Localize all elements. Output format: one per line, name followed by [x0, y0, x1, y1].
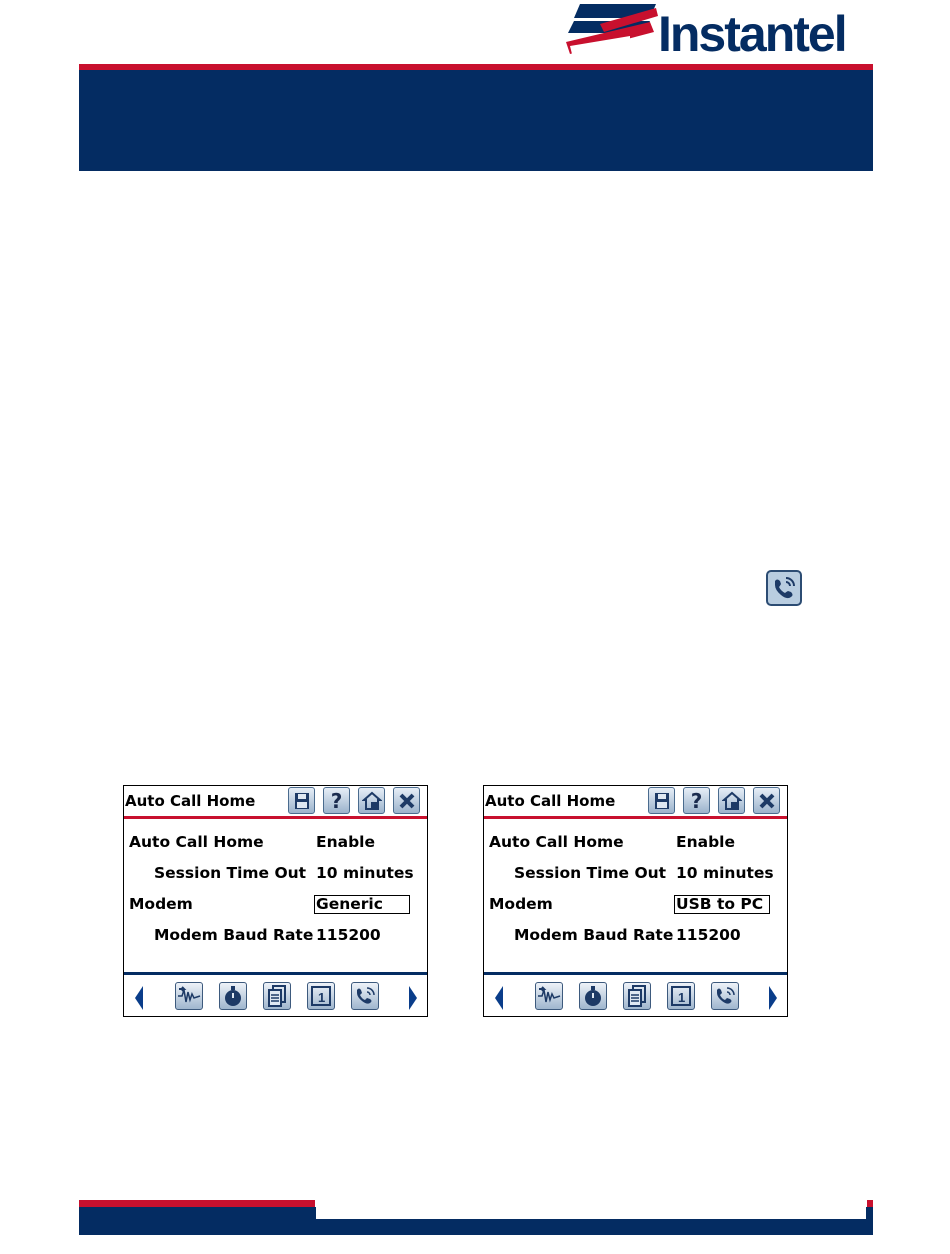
row-label: Auto Call Home: [129, 833, 264, 851]
footer-white-notch: [316, 1200, 866, 1219]
row-label: Session Time Out: [514, 864, 667, 882]
instantel-logo: [560, 2, 875, 64]
bottom-nav: [124, 982, 427, 1012]
row-value: 115200: [676, 926, 741, 944]
home-icon[interactable]: [718, 787, 745, 814]
row-label: Modem: [129, 895, 193, 913]
row-label: Modem Baud Rate: [154, 926, 314, 944]
row-label: Modem: [489, 895, 553, 913]
nav-divider: [484, 972, 787, 975]
bottom-nav: [484, 982, 787, 1012]
logo-mark: [560, 2, 660, 64]
screen-title: Auto Call Home: [125, 792, 256, 810]
home-icon[interactable]: [358, 787, 385, 814]
header-blue-band: [79, 70, 873, 171]
nav-divider: [124, 972, 427, 975]
row-value: 115200: [316, 926, 381, 944]
row-value: 10 minutes: [676, 864, 774, 882]
footer-red-tick: [867, 1200, 873, 1207]
row-value: Enable: [676, 833, 736, 851]
device-screen-generic: [123, 785, 428, 1017]
help-icon[interactable]: ?: [683, 787, 710, 814]
help-icon[interactable]: ?: [323, 787, 350, 814]
next-arrow-icon[interactable]: [409, 986, 417, 1010]
next-arrow-icon[interactable]: [769, 986, 777, 1010]
documents-icon[interactable]: [623, 982, 651, 1010]
stopwatch-icon[interactable]: [579, 982, 607, 1010]
screen-titlebar: [124, 786, 427, 816]
phone-call-icon[interactable]: [711, 982, 739, 1010]
row-value: Enable: [316, 833, 376, 851]
row-label: Session Time Out: [154, 864, 307, 882]
device-screen-usb: [483, 785, 788, 1017]
row-label: Modem Baud Rate: [514, 926, 674, 944]
modem-select[interactable]: Generic: [314, 895, 410, 914]
svg-text:1: 1: [678, 990, 686, 1005]
stopwatch-icon[interactable]: [219, 982, 247, 1010]
title-divider: [124, 816, 427, 819]
save-icon[interactable]: [648, 787, 675, 814]
row-value: 10 minutes: [316, 864, 414, 882]
phone-call-icon[interactable]: [351, 982, 379, 1010]
modem-select[interactable]: USB to PC: [674, 895, 770, 914]
close-icon[interactable]: [753, 787, 780, 814]
phone-call-icon: [766, 570, 802, 610]
footer-red-bar: [79, 1200, 315, 1207]
logo-text: Instantel: [658, 6, 846, 62]
calendar-icon[interactable]: [307, 982, 335, 1010]
row-label: Auto Call Home: [489, 833, 624, 851]
svg-text:1: 1: [318, 990, 326, 1005]
waveform-icon[interactable]: [535, 982, 563, 1010]
title-divider: [484, 816, 787, 819]
screen-title: Auto Call Home: [485, 792, 616, 810]
close-icon[interactable]: [393, 787, 420, 814]
prev-arrow-icon[interactable]: [135, 986, 143, 1010]
save-icon[interactable]: [288, 787, 315, 814]
documents-icon[interactable]: [263, 982, 291, 1010]
waveform-icon[interactable]: [175, 982, 203, 1010]
screen-titlebar: [484, 786, 787, 816]
prev-arrow-icon[interactable]: [495, 986, 503, 1010]
calendar-icon[interactable]: [667, 982, 695, 1010]
